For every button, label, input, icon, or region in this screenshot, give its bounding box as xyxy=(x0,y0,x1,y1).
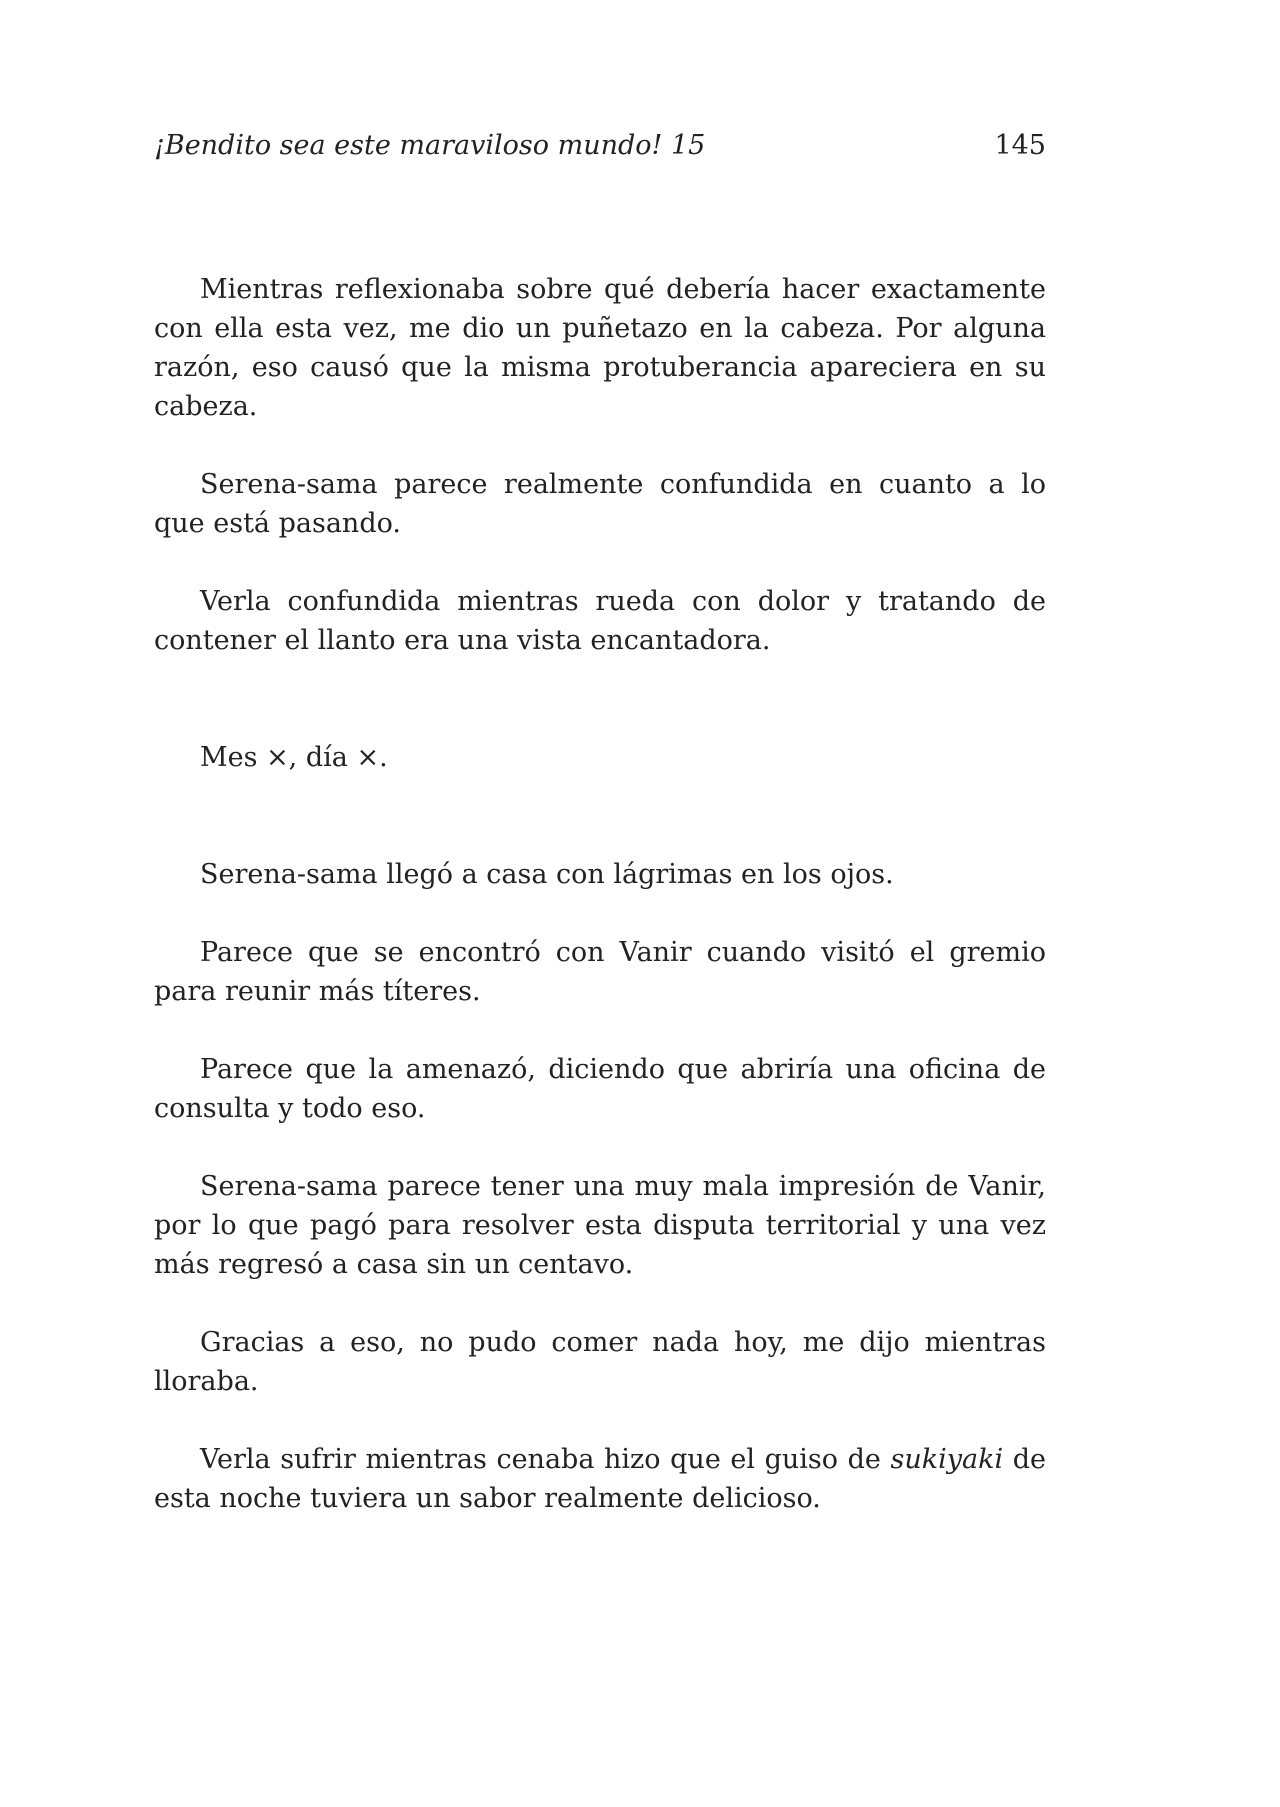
paragraph: Verla confundida mientras rueda con dolor y tratando de contener el llanto era una vista encantadora. xyxy=(154,586,1046,656)
paragraph-text: Verla sufrir mientras cenaba hizo que el guiso de xyxy=(200,1444,891,1475)
paragraph: Serena-sama parece realmente confundida en cuanto a lo que está pasando. xyxy=(154,469,1046,539)
date-heading: Mes ×, día ×. xyxy=(200,742,388,773)
paragraph: Parece que la amenazó, diciendo que abriría una oficina de consulta y todo eso. xyxy=(154,1054,1046,1124)
paragraph-text: de esta noche tuviera un sabor realmente delicioso. xyxy=(154,1444,1046,1514)
paragraph: Mientras reflexionaba sobre qué debería hacer exactamente con ella esta vez, me dio un puñetazo en la cabeza. Por alguna razón, eso causó que la misma protuberancia apareciera en su cabeza. xyxy=(154,274,1046,422)
page-body xyxy=(154,270,1046,1518)
emphasized-word: sukiyaki xyxy=(890,1444,1004,1475)
page-header xyxy=(154,128,1046,164)
book-page xyxy=(154,128,1046,1557)
paragraph: Serena-sama llegó a casa con lágrimas en los ojos. xyxy=(200,859,894,890)
paragraph-last xyxy=(154,1440,1046,1518)
running-title: ¡Bendito sea este maraviloso mundo! 15 xyxy=(154,130,706,161)
paragraph: Parece que se encontró con Vanir cuando visitó el gremio para reunir más títeres. xyxy=(154,937,1046,1007)
paragraph: Gracias a eso, no pudo comer nada hoy, me dijo mientras lloraba. xyxy=(154,1327,1046,1397)
page-number: 145 xyxy=(994,130,1046,161)
paragraph: Serena-sama parece tener una muy mala impresión de Vanir, por lo que pagó para resolver esta disputa territorial y una vez más regresó a casa sin un centavo. xyxy=(154,1171,1046,1280)
